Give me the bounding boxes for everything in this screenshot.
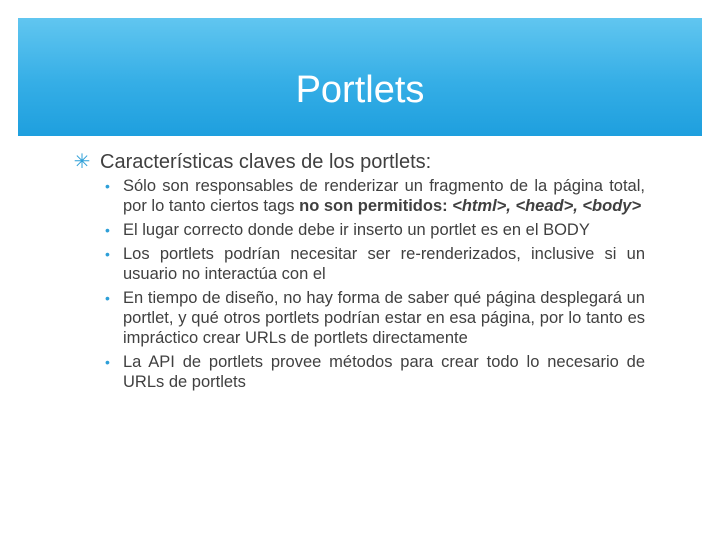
bullet-dot-icon: • (105, 290, 110, 306)
sub-bullet-item (105, 220, 645, 240)
bullet-dot-icon: • (105, 354, 110, 370)
sub-bullet-text: Los portlets podrían necesitar ser re-renderizados, inclusive si un usuario no interactúa con el (123, 245, 645, 283)
sub-bullet-item (105, 244, 645, 284)
title-band (18, 18, 702, 136)
sub-bullet-text: En tiempo de diseño, no hay forma de saber qué página desplegará un portlet, y qué otros portlets podrían estar en esa página, por lo tanto es impráctico crear URLs de portlets directamente (123, 289, 645, 347)
bullet-dot-icon: • (105, 178, 110, 194)
slide-content (70, 150, 645, 396)
sub-bullet-item (105, 352, 645, 392)
sub-bullet-item (105, 176, 645, 216)
asterisk-icon: ✳ (73, 151, 91, 173)
main-bullet (70, 150, 645, 174)
sub-bullet-text: El lugar correcto donde debe ir inserto un portlet es en el BODY (123, 221, 590, 239)
sub-bullet-text: Sólo son responsables de renderizar un fragmento de la página total, por lo tanto ciertos tags (123, 177, 645, 215)
sub-bullet-text: La API de portlets provee métodos para crear todo lo necesario de URLs de portlets (123, 353, 645, 391)
sub-bullet-item (105, 288, 645, 348)
bullet-dot-icon: • (105, 246, 110, 262)
tag-list-text: <html>, <head>, <body> (452, 197, 642, 215)
emphasis-text: no son permitidos: (299, 197, 448, 215)
bullet-dot-icon: • (105, 222, 110, 238)
main-bullet-text: Características claves de los portlets: (100, 151, 432, 173)
sub-bullet-list (70, 176, 645, 392)
slide-title: Portlets (295, 69, 425, 111)
